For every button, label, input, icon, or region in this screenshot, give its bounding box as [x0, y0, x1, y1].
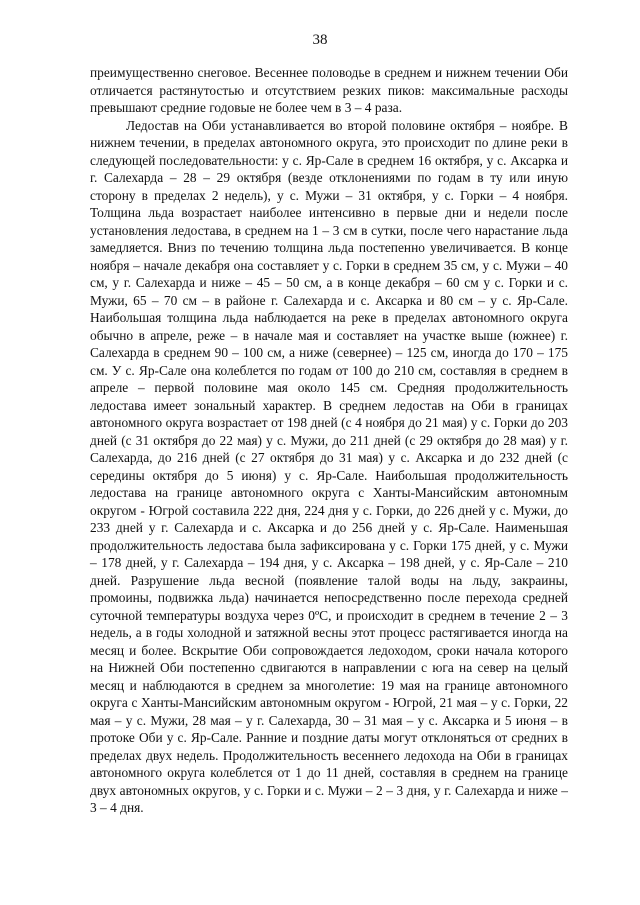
paragraph-continuation: преимущественно снеговое. Весеннее половодье в среднем и нижнем течении Оби отличается растянутостью и отсутствием резких пиков: максимальные расходы превышают средние годовые не более чем в 3 – 4 раза. [90, 65, 568, 115]
page-number: 38 [312, 32, 328, 48]
paragraph-ice-regime: Ледостав на Оби устанавливается во второй половине октября – ноябре. В нижнем течении, в пределах автономного округа, это происходит по длине реки в следующей последовательности: у с. Яр-Сале в среднем 16 октября, у с. Аксарка и г. Салехарда – 28 – 29 октября (везде отклонениями по годам в ту или иную сторону в пределах 2 недель), у с. Мужи – 31 октября, у с. Горки – 4 ноября. Толщина льда возрастает наиболее интенсивно в первые дни и недели после установления ледостава, в среднем на 1 – 3 см в сутки, после чего нарастание льда замедляется. Вниз по течению толщина льда постепенно увеличивается. В конце ноября – начале декабря она составляет у с. Горки в среднем 35 см, у с. Мужи – 40 см, у г. Салехарда и ниже – 45 – 50 см, а в конце декабря – 60 см у с. Горки и с. Мужи, 65 – 70 см – в районе г. Салехарда и с. Аксарка и 80 см – у с. Яр-Сале. Наибольшая толщина льда наблюдается на реке в пределах автономного округа обычно в апреле, реже – в начале мая и составляет на участке выше (южнее) г. Салехарда в среднем 90 – 100 см, а ниже (севернее) – 125 см, иногда до 170 – 175 см. У с. Яр-Сале она колеблется по годам от 100 до 210 см, составляя в среднем в апреле – первой половине мая около 145 см. Средняя продолжительность ледостава имеет зональный характер. В среднем ледостав на Оби в границах автономного округа возрастает от 198 дней (с 4 ноября до 21 мая) у с. Горки до 203 дней (с 31 октября до 22 мая) у с. Мужи, до 211 дней (с 29 октября до 28 мая) у г. Салехарда, до 216 дней (с 27 октября до 31 мая) у с. Аксарка и до 232 дней (с середины октября до 5 июня) у с. Яр-Сале. Наибольшая продолжительность ледостава на границе автономного округа с Ханты-Мансийским автономным округом - Югрой составила 222 дня, 224 дня у с. Горки, до 226 дней у с. Мужи, до 233 дней у г. Салехарда и с. Аксарка и до 256 дней у с. Яр-Сале. Наименьшая продолжительность ледостава была зафиксирована у с. Горки 175 дней, у с. Мужи – 178 дней, у г. Салехарда – 194 дня, у с. Аксарка – 198 дней, у с. Яр-Сале – 210 дней. Разрушение льда весной (появление талой воды на льду, закраины, промоины, подвижка льда) начинается непосредственно после перехода средней суточной температуры воздуха через 0ºС, и происходит в среднем в течение 2 – 3 недель, а в годы холодной и затяжной весны этот процесс растягивается иногда на месяц и более. Вскрытие Оби сопровождается ледоходом, сроки начала которого на Нижней Оби постепенно сдвигаются в направлении с юга на север на целый месяц и наблюдаются в среднем за многолетие: 19 мая на границе автономного округа с Ханты-Мансийским автономным округом - Югрой, 21 мая – у с. Горки, 22 мая – у с. Мужи, 28 мая – у г. Салехарда, 30 – 31 мая – у с. Аксарка и 5 июня – в протоке Оби у с. Яр-Сале. Ранние и поздние даты могут отклоняться от средних в пределах двух недель. Продолжительность весеннего ледохода на Оби в границах автономного округа колеблется от 1 до 11 дней, составляя в среднем на границе двух автономных округов, у с. Горки и с. Мужи – 2 – 3 дня, у г. Салехарда и ниже – 3 – 4 дня. [90, 117, 568, 815]
body-text [90, 64, 568, 817]
